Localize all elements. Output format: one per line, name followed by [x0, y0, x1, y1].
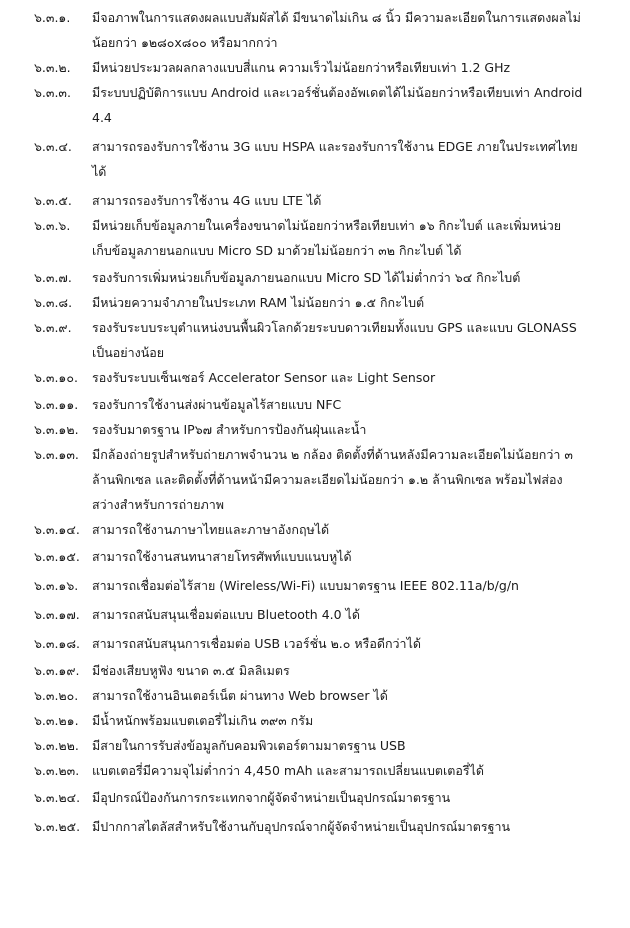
spec-item [0, 733, 630, 758]
spec-item-number: ๖.๓.๑๐. [34, 370, 78, 385]
spec-item-line: สามารถสนับสนุนการเชื่อมต่อ USB เวอร์ชั่น ๒.๐ หรือดีกว่าได้ [92, 636, 421, 651]
spec-item-line: รองรับมาตรฐาน IP๖๗ สำหรับการป้องกันฝุ่นและน้ำ [92, 422, 367, 437]
spec-item-text [92, 417, 630, 442]
spec-item [0, 365, 630, 390]
spec-item-number: ๖.๓.๘. [34, 295, 73, 310]
spec-item-number: ๖.๓.๑๖. [34, 578, 79, 593]
spec-item-line: มีช่องเสียบหูฟัง ขนาด ๓.๕ มิลลิเมตร [92, 663, 290, 678]
spec-item-text [92, 265, 630, 290]
spec-item-number: ๖.๓.๒๑. [34, 713, 79, 728]
spec-item-line: สามารถรองรับการใช้งาน 4G แบบ LTE ได้ [92, 193, 322, 208]
spec-item-number: ๖.๓.๑. [34, 10, 71, 25]
spec-item-line: สว่างสำหรับการถ่ายภาพ [92, 497, 225, 512]
spec-item-text [92, 365, 630, 390]
spec-item-line: แบตเตอรี่มีความจุไม่ต่ำกว่า 4,450 mAh และสามารถเปลี่ยนแบตเตอรี่ได้ [92, 763, 485, 778]
spec-item-number: ๖.๓.๑๓. [34, 447, 79, 462]
spec-item-line: รองรับการใช้งานส่งผ่านข้อมูลไร้สายแบบ NFC [92, 397, 342, 412]
spec-item-text [92, 517, 630, 542]
spec-item [0, 417, 630, 442]
spec-item-text [92, 80, 630, 130]
spec-item-text [92, 631, 630, 656]
spec-item [0, 544, 630, 569]
spec-item-number: ๖.๓.๑๒. [34, 422, 79, 437]
spec-item-line: ล้านพิกเซล และติดตั้งที่ด้านหน้ามีความละเอียดไม่น้อยกว่า ๑.๒ ล้านพิกเซล พร้อมไฟส่อง [92, 472, 563, 487]
spec-item-text [92, 290, 630, 315]
spec-item-text [92, 213, 630, 263]
spec-item [0, 134, 630, 184]
spec-item-text [92, 758, 630, 783]
spec-item-line: มีปากกาสไตลัสสำหรับใช้งานกับอุปกรณ์จากผู้จัดจำหน่ายเป็นอุปกรณ์มาตรฐาน [92, 819, 511, 834]
spec-item-line: 4.4 [92, 110, 112, 125]
spec-item-text [92, 134, 630, 184]
spec-item-number: ๖.๓.๕. [34, 193, 72, 208]
spec-item-line: สามารถใช้งานสนทนาสายโทรศัพท์แบบแนบหูได้ [92, 549, 352, 564]
spec-item-text [92, 683, 630, 708]
spec-item-number: ๖.๓.๓. [34, 85, 71, 100]
spec-item-line: มีหน่วยเก็บข้อมูลภายในเครื่องขนาดไม่น้อยกว่าหรือเทียบเท่า ๑๖ กิกะไบต์ และเพิ่มหน่วย [92, 218, 562, 233]
spec-item-line: สามารถรองรับการใช้งาน 3G แบบ HSPA และรองรับการใช้งาน EDGE ภายในประเทศไทย [92, 139, 578, 154]
spec-item [0, 517, 630, 542]
spec-item-line: สามารถสนับสนุนเชื่อมต่อแบบ Bluetooth 4.0 ได้ [92, 607, 360, 622]
spec-item-number: ๖.๓.๑๔. [34, 522, 80, 537]
spec-item [0, 5, 630, 55]
spec-item-number: ๖.๓.๒๕. [34, 819, 81, 834]
spec-item-number: ๖.๓.๖. [34, 218, 71, 233]
spec-item [0, 602, 630, 627]
spec-item [0, 315, 630, 365]
spec-item-line: มีหน่วยประมวลผลกลางแบบสี่แกน ความเร็วไม่น้อยกว่าหรือเทียบเท่า 1.2 GHz [92, 60, 511, 75]
spec-item-number: ๖.๓.๑๗. [34, 607, 80, 622]
spec-item-number: ๖.๓.๒๓. [34, 763, 80, 778]
spec-item-text [92, 814, 630, 839]
spec-item-line: มีอุปกรณ์ป้องกันการกระแทกจากผู้จัดจำหน่ายเป็นอุปกรณ์มาตรฐาน [92, 790, 451, 805]
spec-item-number: ๖.๓.๑๕. [34, 549, 80, 564]
spec-item-line: มีกล้องถ่ายรูปสำหรับถ่ายภาพจำนวน ๒ กล้อง ติดตั้งที่ด้านหลังมีความละเอียดไม่น้อยกว่า ๓ [92, 447, 573, 462]
spec-item-line: มีระบบปฏิบัติการแบบ Android และเวอร์ชั่นต้องอัพเดตได้ไม่น้อยกว่าหรือเทียบเท่า Android [92, 85, 583, 100]
spec-item [0, 573, 630, 598]
spec-item-line: รองรับระบบระบุตำแหน่งบนพื้นผิวโลกด้วยระบบดาวเทียมทั้งแบบ GPS และแบบ GLONASS [92, 320, 577, 335]
spec-item [0, 55, 630, 80]
spec-list [0, 5, 630, 839]
spec-item-text [92, 733, 630, 758]
spec-item [0, 814, 630, 839]
spec-item-line: เก็บข้อมูลภายนอกแบบ Micro SD มาด้วยไม่น้อยกว่า ๓๒ กิกะไบต์ ได้ [92, 243, 462, 258]
spec-item-line: มีน้ำหนักพร้อมแบตเตอรี่ไม่เกิน ๓๙๓ กรัม [92, 713, 314, 728]
spec-item-line: มีหน่วยความจำภายในประเภท RAM ไม่น้อยกว่า ๑.๕ กิกะไบต์ [92, 295, 425, 310]
spec-item-text [92, 544, 630, 569]
spec-item-text [92, 602, 630, 627]
spec-item-text [92, 315, 630, 365]
spec-item-text [92, 392, 630, 417]
spec-item-line: สามารถใช้งานอินเตอร์เน็ต ผ่านทาง Web browser ได้ [92, 688, 388, 703]
spec-item [0, 683, 630, 708]
spec-item-line: รองรับการเพิ่มหน่วยเก็บข้อมูลภายนอกแบบ Micro SD ได้ไม่ต่ำกว่า ๖๔ กิกะไบต์ [92, 270, 521, 285]
spec-item-number: ๖.๓.๒๒. [34, 738, 79, 753]
spec-item-text [92, 5, 630, 55]
spec-item-number: ๖.๓.๒๔. [34, 790, 81, 805]
spec-item [0, 213, 630, 263]
spec-item-line: มีจอภาพในการแสดงผลแบบสัมผัสได้ มีขนาดไม่เกิน ๘ นิ้ว มีความละเอียดในการแสดงผลไม่ [92, 10, 581, 25]
spec-item-text [92, 55, 630, 80]
spec-item-number: ๖.๓.๒๐. [34, 688, 79, 703]
spec-item-line: มีสายในการรับส่งข้อมูลกับคอมพิวเตอร์ตามมาตรฐาน USB [92, 738, 406, 753]
spec-item-number: ๖.๓.๑๙. [34, 663, 80, 678]
spec-item [0, 290, 630, 315]
spec-item-number: ๖.๓.๗. [34, 270, 72, 285]
spec-item-line: ได้ [92, 164, 107, 179]
spec-item-text [92, 188, 630, 213]
spec-item [0, 785, 630, 810]
spec-item-line: สามารถใช้งานภาษาไทยและภาษาอังกฤษได้ [92, 522, 330, 537]
spec-item [0, 80, 630, 130]
spec-item-number: ๖.๓.๑๑. [34, 397, 79, 412]
spec-item-number: ๖.๓.๑๘. [34, 636, 80, 651]
spec-item-number: ๖.๓.๙. [34, 320, 72, 335]
spec-item [0, 631, 630, 656]
spec-item [0, 265, 630, 290]
spec-item-line: น้อยกว่า ๑๒๘๐x๘๐๐ หรือมากกว่า [92, 35, 278, 50]
spec-item-number: ๖.๓.๔. [34, 139, 72, 154]
spec-item-text [92, 658, 630, 683]
spec-item-text [92, 785, 630, 810]
spec-item [0, 658, 630, 683]
spec-item [0, 188, 630, 213]
spec-item-number: ๖.๓.๒. [34, 60, 71, 75]
spec-item-line: รองรับระบบเซ็นเซอร์ Accelerator Sensor และ Light Sensor [92, 370, 436, 385]
spec-item-line: สามารถเชื่อมต่อไร้สาย (Wireless/Wi-Fi) แบบมาตรฐาน IEEE 802.11a/b/g/n [92, 578, 519, 593]
spec-item [0, 392, 630, 417]
spec-item [0, 442, 630, 517]
spec-item-text [92, 442, 630, 517]
spec-item [0, 708, 630, 733]
spec-item-text [92, 708, 630, 733]
spec-item-line: เป็นอย่างน้อย [92, 345, 165, 360]
spec-item [0, 758, 630, 783]
spec-item-text [92, 573, 630, 598]
